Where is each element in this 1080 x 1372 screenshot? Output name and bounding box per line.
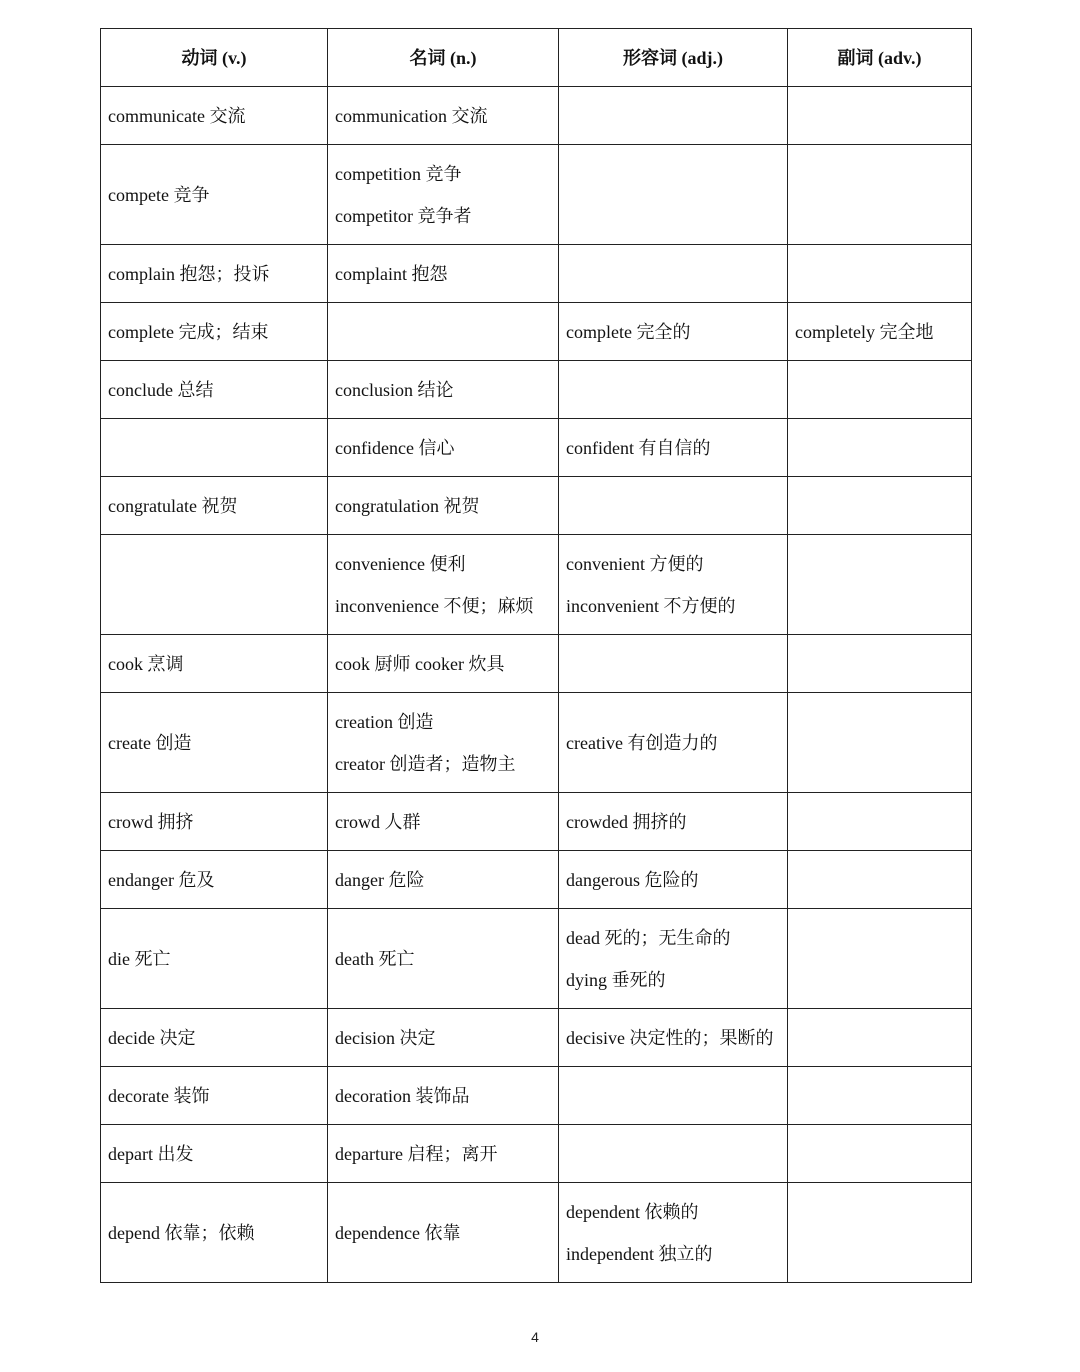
cell-entry: complete 完成；结束	[108, 321, 269, 342]
adjective-cell	[559, 361, 788, 419]
verb-cell	[101, 635, 328, 693]
cell-entry: depart 出发	[108, 1143, 194, 1164]
adjective-cell	[559, 419, 788, 477]
verb-cell	[101, 1125, 328, 1183]
cell-entry: dangerous 危险的	[566, 869, 699, 890]
table-row	[101, 145, 972, 245]
noun-cell	[328, 535, 559, 635]
cell-entry: conclusion 结论	[335, 379, 454, 400]
adverb-cell	[788, 1067, 972, 1125]
adjective-cell	[559, 1067, 788, 1125]
table-row	[101, 909, 972, 1009]
cell-entry: independent 独立的	[566, 1243, 713, 1264]
adverb-cell	[788, 419, 972, 477]
adjective-cell	[559, 87, 788, 145]
cell-entry: complaint 抱怨	[335, 263, 448, 284]
adjective-cell	[559, 693, 788, 793]
adverb-cell	[788, 361, 972, 419]
cell-entry: decisive 决定性的；果断的	[566, 1027, 774, 1048]
table-row	[101, 1183, 972, 1283]
adverb-cell	[788, 1009, 972, 1067]
cell-entry: completely 完全地	[795, 321, 934, 342]
adverb-cell	[788, 1125, 972, 1183]
cell-entry: decide 决定	[108, 1027, 196, 1048]
noun-cell	[328, 793, 559, 851]
noun-cell	[328, 145, 559, 245]
table-row	[101, 851, 972, 909]
adjective-cell	[559, 635, 788, 693]
cell-entry: communication 交流	[335, 105, 488, 126]
noun-cell	[328, 1183, 559, 1283]
table-row	[101, 419, 972, 477]
cell-entry: conclude 总结	[108, 379, 214, 400]
cell-entry: death 死亡	[335, 948, 415, 969]
adverb-cell	[788, 909, 972, 1009]
cell-entry: departure 启程；离开	[335, 1143, 498, 1164]
verb-cell	[101, 1009, 328, 1067]
cell-entry: cook 烹调	[108, 653, 184, 674]
verb-cell	[101, 419, 328, 477]
cell-entry: cook 厨师 cooker 炊具	[335, 653, 505, 674]
cell-entry: inconvenient 不方便的	[566, 595, 736, 616]
cell-entry: confident 有自信的	[566, 437, 711, 458]
verb-cell	[101, 535, 328, 635]
cell-entry: danger 危险	[335, 869, 425, 890]
header-noun: 名词 (n.)	[328, 29, 559, 87]
cell-entry: crowd 拥挤	[108, 811, 194, 832]
table-row	[101, 1125, 972, 1183]
cell-entry: convenient 方便的	[566, 553, 704, 574]
verb-cell	[101, 87, 328, 145]
noun-cell	[328, 361, 559, 419]
noun-cell	[328, 419, 559, 477]
verb-cell	[101, 145, 328, 245]
page-number: 4	[531, 1329, 539, 1345]
adjective-cell	[559, 1125, 788, 1183]
verb-cell	[101, 693, 328, 793]
cell-entry: die 死亡	[108, 948, 171, 969]
noun-cell	[328, 909, 559, 1009]
cell-entry: creative 有创造力的	[566, 732, 718, 753]
adverb-cell	[788, 303, 972, 361]
noun-cell	[328, 245, 559, 303]
header-verb: 动词 (v.)	[101, 29, 328, 87]
cell-entry: endanger 危及	[108, 869, 215, 890]
table-row	[101, 793, 972, 851]
verb-cell	[101, 477, 328, 535]
verb-cell	[101, 1067, 328, 1125]
cell-entry: depend 依靠；依赖	[108, 1222, 255, 1243]
header-adverb: 副词 (adv.)	[788, 29, 972, 87]
adjective-cell	[559, 303, 788, 361]
table-row	[101, 303, 972, 361]
cell-entry: complain 抱怨；投诉	[108, 263, 270, 284]
cell-entry: congratulation 祝贺	[335, 495, 480, 516]
noun-cell	[328, 693, 559, 793]
adjective-cell	[559, 1183, 788, 1283]
cell-entry: confidence 信心	[335, 437, 455, 458]
table-row	[101, 535, 972, 635]
noun-cell	[328, 851, 559, 909]
verb-cell	[101, 1183, 328, 1283]
cell-entry: competitor 竞争者	[335, 205, 472, 226]
table-row	[101, 245, 972, 303]
adjective-cell	[559, 1009, 788, 1067]
cell-entry: congratulate 祝贺	[108, 495, 238, 516]
cell-entry: convenience 便利	[335, 553, 466, 574]
noun-cell	[328, 1125, 559, 1183]
adverb-cell	[788, 693, 972, 793]
noun-cell	[328, 477, 559, 535]
cell-entry: communicate 交流	[108, 105, 246, 126]
noun-cell	[328, 1067, 559, 1125]
adverb-cell	[788, 87, 972, 145]
adjective-cell	[559, 245, 788, 303]
noun-cell	[328, 1009, 559, 1067]
cell-entry: decision 决定	[335, 1027, 436, 1048]
adverb-cell	[788, 535, 972, 635]
adverb-cell	[788, 793, 972, 851]
adjective-cell	[559, 535, 788, 635]
adverb-cell	[788, 245, 972, 303]
adjective-cell	[559, 851, 788, 909]
cell-entry: decoration 装饰品	[335, 1085, 470, 1106]
adverb-cell	[788, 477, 972, 535]
header-adjective: 形容词 (adj.)	[559, 29, 788, 87]
verb-cell	[101, 851, 328, 909]
table-row	[101, 361, 972, 419]
word-forms-table	[100, 28, 972, 1283]
adjective-cell	[559, 909, 788, 1009]
table-row	[101, 1067, 972, 1125]
adverb-cell	[788, 635, 972, 693]
cell-entry: dying 垂死的	[566, 969, 666, 990]
adjective-cell	[559, 477, 788, 535]
noun-cell	[328, 303, 559, 361]
verb-cell	[101, 793, 328, 851]
noun-cell	[328, 635, 559, 693]
cell-entry: inconvenience 不便；麻烦	[335, 595, 534, 616]
noun-cell	[328, 87, 559, 145]
cell-entry: dead 死的；无生命的	[566, 927, 731, 948]
adverb-cell	[788, 1183, 972, 1283]
table-row	[101, 87, 972, 145]
cell-entry: crowd 人群	[335, 811, 421, 832]
cell-entry: dependence 依靠	[335, 1222, 461, 1243]
cell-entry: create 创造	[108, 732, 192, 753]
cell-entry: complete 完全的	[566, 321, 691, 342]
table-row	[101, 477, 972, 535]
verb-cell	[101, 245, 328, 303]
adverb-cell	[788, 851, 972, 909]
cell-entry: compete 竞争	[108, 184, 210, 205]
cell-entry: creation 创造	[335, 711, 434, 732]
verb-cell	[101, 303, 328, 361]
adverb-cell	[788, 145, 972, 245]
table-row	[101, 693, 972, 793]
cell-entry: decorate 装饰	[108, 1085, 210, 1106]
cell-entry: competition 竞争	[335, 163, 462, 184]
cell-entry: crowded 拥挤的	[566, 811, 687, 832]
table-row	[101, 635, 972, 693]
cell-entry: dependent 依赖的	[566, 1201, 699, 1222]
verb-cell	[101, 909, 328, 1009]
cell-entry: creator 创造者；造物主	[335, 753, 516, 774]
adjective-cell	[559, 793, 788, 851]
table-body	[101, 87, 972, 1283]
verb-cell	[101, 361, 328, 419]
adjective-cell	[559, 145, 788, 245]
header-row	[101, 29, 972, 87]
table-row	[101, 1009, 972, 1067]
